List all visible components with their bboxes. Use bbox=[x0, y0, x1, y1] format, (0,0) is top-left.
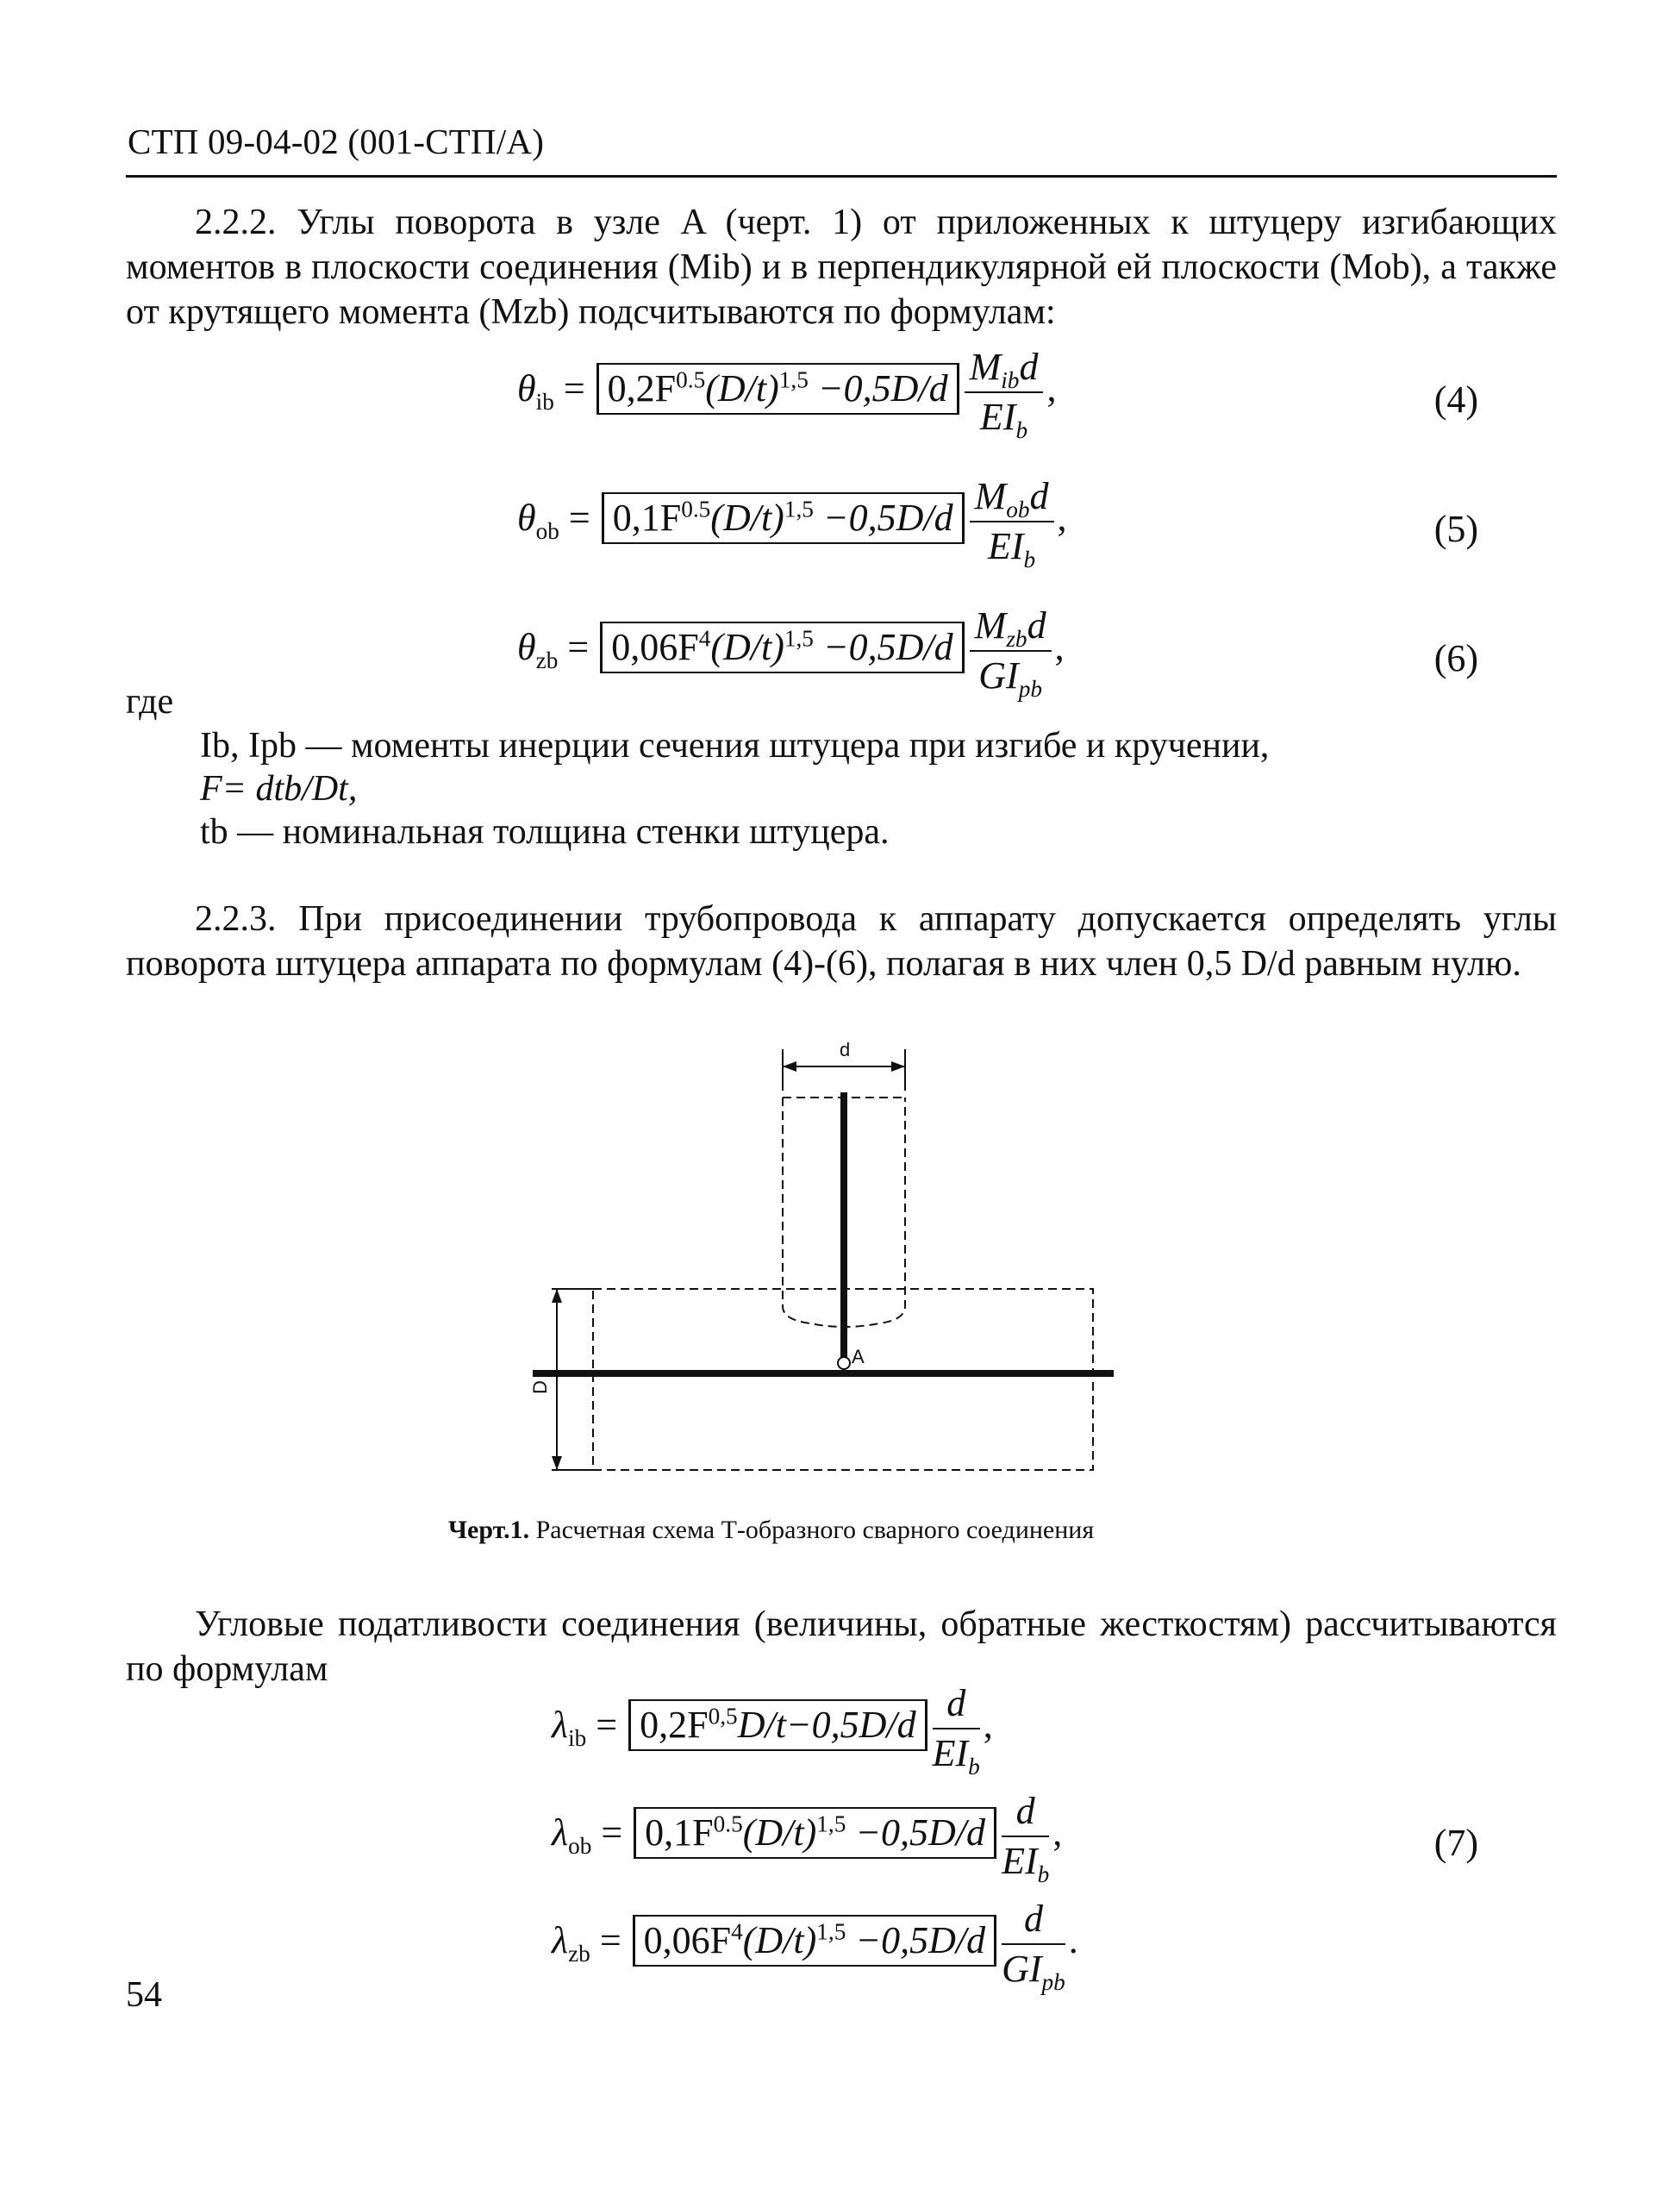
theta-fraction bbox=[970, 604, 1052, 702]
theta-lhs-subscript: zb bbox=[535, 647, 559, 673]
dimension-D-arrow-top bbox=[552, 1289, 562, 1303]
numerator-subscript: zb bbox=[1006, 625, 1027, 652]
denominator-symbol: EI bbox=[979, 396, 1016, 438]
equals-sign: = bbox=[558, 626, 599, 669]
formula-tail: , bbox=[1054, 626, 1065, 669]
node-a-label: A bbox=[852, 1346, 865, 1367]
fraction-denominator bbox=[970, 522, 1054, 572]
definition-thickness: tb — номинальная толщина стенки штуцера. bbox=[200, 812, 890, 852]
section-number: 2.2.3. bbox=[195, 899, 277, 939]
lambda-fraction bbox=[1002, 1789, 1050, 1887]
numerator-symbol: d bbox=[1015, 1790, 1035, 1832]
ratio-term: (D/t) bbox=[742, 1919, 817, 1962]
fraction-numerator bbox=[965, 345, 1044, 393]
coefficient-exponent: 0.5 bbox=[681, 496, 711, 522]
coefficient: 0,06F bbox=[611, 626, 699, 669]
ratio-exponent: 1,5 bbox=[784, 625, 814, 652]
lambda-fraction bbox=[1002, 1897, 1065, 1995]
equals-sign: = bbox=[590, 1919, 631, 1962]
coefficient-exponent: 4 bbox=[731, 1918, 743, 1945]
minus-term: −0,5D/d bbox=[846, 1919, 986, 1962]
fraction-numerator bbox=[1002, 1789, 1049, 1837]
ratio-term: (D/t) bbox=[710, 497, 784, 540]
lambda-lhs: λ bbox=[552, 1919, 569, 1962]
lambda-bracket bbox=[633, 1915, 996, 1967]
numerator-symbol: d bbox=[1023, 1898, 1043, 1940]
minus-term: −0,5D/d bbox=[808, 367, 948, 410]
denominator-symbol: GI bbox=[978, 654, 1019, 697]
formula-tail: , bbox=[1057, 497, 1067, 540]
dimension-d-label: d bbox=[840, 1039, 851, 1060]
theta-lhs: θ bbox=[517, 367, 536, 410]
figure-caption-text: Расчетная схема Т-образного сварного соединения bbox=[535, 1516, 1095, 1544]
denominator-subscript: b bbox=[1015, 416, 1028, 443]
denominator-subscript: b bbox=[1037, 1861, 1050, 1887]
paragraph-text: Углы поворота в узле A (черт. 1) от приложенных к штуцеру изгибающих моментов в плоскости соединения (Mib) и в перпендикулярной ей плоскости (Mob), а также от крутящего момента (Mzb) подсчитываются по формулам: bbox=[126, 203, 1558, 332]
paragraph-2-2-2 bbox=[126, 200, 1557, 335]
lambda-formula-2 bbox=[552, 1897, 1078, 1995]
ratio-exponent: 1,5 bbox=[816, 1918, 846, 1945]
denominator-subscript: b bbox=[968, 1753, 980, 1779]
denominator-symbol: EI bbox=[988, 525, 1024, 567]
theta-bracket bbox=[600, 622, 964, 673]
figure-caption-label: Черт.1. bbox=[448, 1516, 530, 1544]
theta-lhs: θ bbox=[517, 497, 536, 540]
denominator-symbol: EI bbox=[932, 1732, 969, 1774]
denominator-subscript: b bbox=[1023, 546, 1036, 572]
definition-F: F= dtb/Dt, bbox=[200, 769, 358, 809]
formula-tail: , bbox=[1046, 367, 1057, 410]
theta-fraction bbox=[965, 345, 1044, 443]
paragraph-text: Угловые податливости соединения (величины, обратные жесткостям) рассчитываются по формулам bbox=[126, 1604, 1557, 1689]
node-a-marker bbox=[838, 1357, 850, 1369]
denominator-symbol: GI bbox=[1002, 1948, 1042, 1990]
fraction-numerator bbox=[970, 604, 1052, 652]
ratio-exponent: 1,5 bbox=[784, 496, 814, 522]
page-number: 54 bbox=[126, 1975, 162, 2015]
ratio-exponent: 1,5 bbox=[778, 366, 809, 393]
coefficient: 0,2F bbox=[640, 1704, 709, 1747]
t-joint-diagram bbox=[509, 1039, 1129, 1487]
equals-sign: = bbox=[553, 367, 595, 410]
lambda-bracket bbox=[634, 1807, 996, 1859]
coefficient: 0,1F bbox=[612, 497, 682, 540]
lambda-lhs-subscript: ob bbox=[568, 1832, 592, 1859]
numerator-tail: d bbox=[1029, 475, 1049, 517]
theta-fraction bbox=[970, 474, 1054, 572]
lambda-lhs-subscript: zb bbox=[568, 1940, 590, 1967]
minus-term: −0,5D/d bbox=[813, 497, 953, 540]
fraction-numerator bbox=[933, 1681, 980, 1729]
formula-tail: . bbox=[1068, 1919, 1078, 1962]
fraction-denominator bbox=[932, 1729, 980, 1779]
lambda-lhs-subscript: ib bbox=[568, 1724, 587, 1751]
ratio-term: D/t bbox=[737, 1704, 786, 1747]
equation-number-5: (5) bbox=[1433, 508, 1478, 550]
dimension-D-label: D bbox=[529, 1380, 551, 1394]
numerator-subscript: ob bbox=[1006, 496, 1030, 522]
theta-formula-0 bbox=[517, 345, 1057, 443]
fraction-denominator bbox=[1002, 1945, 1065, 1995]
numerator-symbol: M bbox=[974, 604, 1007, 647]
theta-bracket bbox=[596, 363, 959, 415]
paragraph-text: При присоединении трубопровода к аппарату допускается определять углы поворота штуцера аппарата по формулам (4)-(6), полагая в них член 0,5 D/d равным нулю. bbox=[126, 899, 1557, 984]
fraction-numerator bbox=[970, 474, 1054, 522]
numerator-symbol: M bbox=[974, 475, 1007, 517]
theta-formula-2 bbox=[517, 604, 1065, 702]
minus-term: −0,5D/d bbox=[785, 1704, 916, 1747]
minus-term: −0,5D/d bbox=[813, 626, 953, 669]
fraction-denominator bbox=[1002, 1837, 1050, 1887]
ratio-term: (D/t) bbox=[705, 367, 779, 410]
coefficient: 0,1F bbox=[645, 1811, 714, 1854]
theta-bracket bbox=[602, 492, 965, 544]
formula-tail: , bbox=[983, 1704, 993, 1747]
coefficient-exponent: 0,5 bbox=[708, 1703, 738, 1729]
theta-lhs: θ bbox=[517, 626, 536, 669]
minus-term: −0,5D/d bbox=[846, 1811, 986, 1854]
theta-formula-1 bbox=[517, 474, 1067, 572]
paragraph-2-2-3 bbox=[126, 897, 1557, 986]
denominator-subscript: pb bbox=[1041, 1968, 1065, 1995]
lambda-lhs: λ bbox=[552, 1811, 569, 1854]
section-number: 2.2.2. bbox=[195, 203, 277, 242]
formula-tail: , bbox=[1052, 1811, 1063, 1854]
dimension-d-arrow-right bbox=[891, 1061, 905, 1072]
theta-lhs-subscript: ob bbox=[535, 517, 559, 544]
equation-number-6: (6) bbox=[1433, 637, 1478, 679]
running-header: СТП 09-04-02 (001-СТП/А) bbox=[128, 122, 545, 161]
numerator-subscript: ib bbox=[1001, 366, 1020, 393]
numerator-tail: d bbox=[1027, 604, 1046, 647]
coefficient: 0,2F bbox=[607, 367, 677, 410]
equation-number-7: (7) bbox=[1433, 1822, 1478, 1864]
numerator-symbol: M bbox=[969, 346, 1002, 388]
coefficient-exponent: 4 bbox=[698, 625, 711, 652]
coefficient-exponent: 0.5 bbox=[676, 366, 706, 393]
ratio-term: (D/t) bbox=[742, 1811, 817, 1854]
coefficient: 0,06F bbox=[643, 1919, 732, 1962]
equals-sign: = bbox=[559, 497, 600, 540]
ratio-exponent: 1,5 bbox=[816, 1811, 846, 1837]
theta-lhs-subscript: ib bbox=[535, 388, 554, 415]
lambda-fraction bbox=[932, 1681, 980, 1779]
header-rule bbox=[126, 175, 1557, 178]
ratio-term: (D/t) bbox=[710, 626, 784, 669]
denominator-subscript: pb bbox=[1018, 675, 1042, 702]
lambda-formula-0 bbox=[552, 1681, 993, 1779]
numerator-symbol: d bbox=[946, 1682, 966, 1724]
dimension-d-arrow-left bbox=[783, 1061, 796, 1072]
fraction-denominator bbox=[965, 393, 1044, 443]
figure-caption bbox=[448, 1516, 1094, 1545]
definition-inertia: Ib, Ipb — моменты инерции сечения штуцера при изгибе и кручении, bbox=[200, 726, 1270, 766]
lambda-formula-1 bbox=[552, 1789, 1063, 1887]
equals-sign: = bbox=[591, 1811, 633, 1854]
lambda-bracket bbox=[628, 1699, 927, 1751]
paragraph-compliance bbox=[126, 1602, 1557, 1692]
fraction-denominator bbox=[970, 652, 1052, 702]
equation-number-4: (4) bbox=[1433, 378, 1478, 421]
equals-sign: = bbox=[586, 1704, 628, 1747]
fraction-numerator bbox=[1002, 1897, 1065, 1945]
coefficient-exponent: 0.5 bbox=[713, 1811, 743, 1837]
where-label: где bbox=[126, 682, 174, 722]
dimension-D-arrow-bottom bbox=[552, 1456, 562, 1470]
lambda-lhs: λ bbox=[552, 1704, 569, 1747]
denominator-symbol: EI bbox=[1002, 1840, 1038, 1882]
numerator-tail: d bbox=[1019, 346, 1039, 388]
